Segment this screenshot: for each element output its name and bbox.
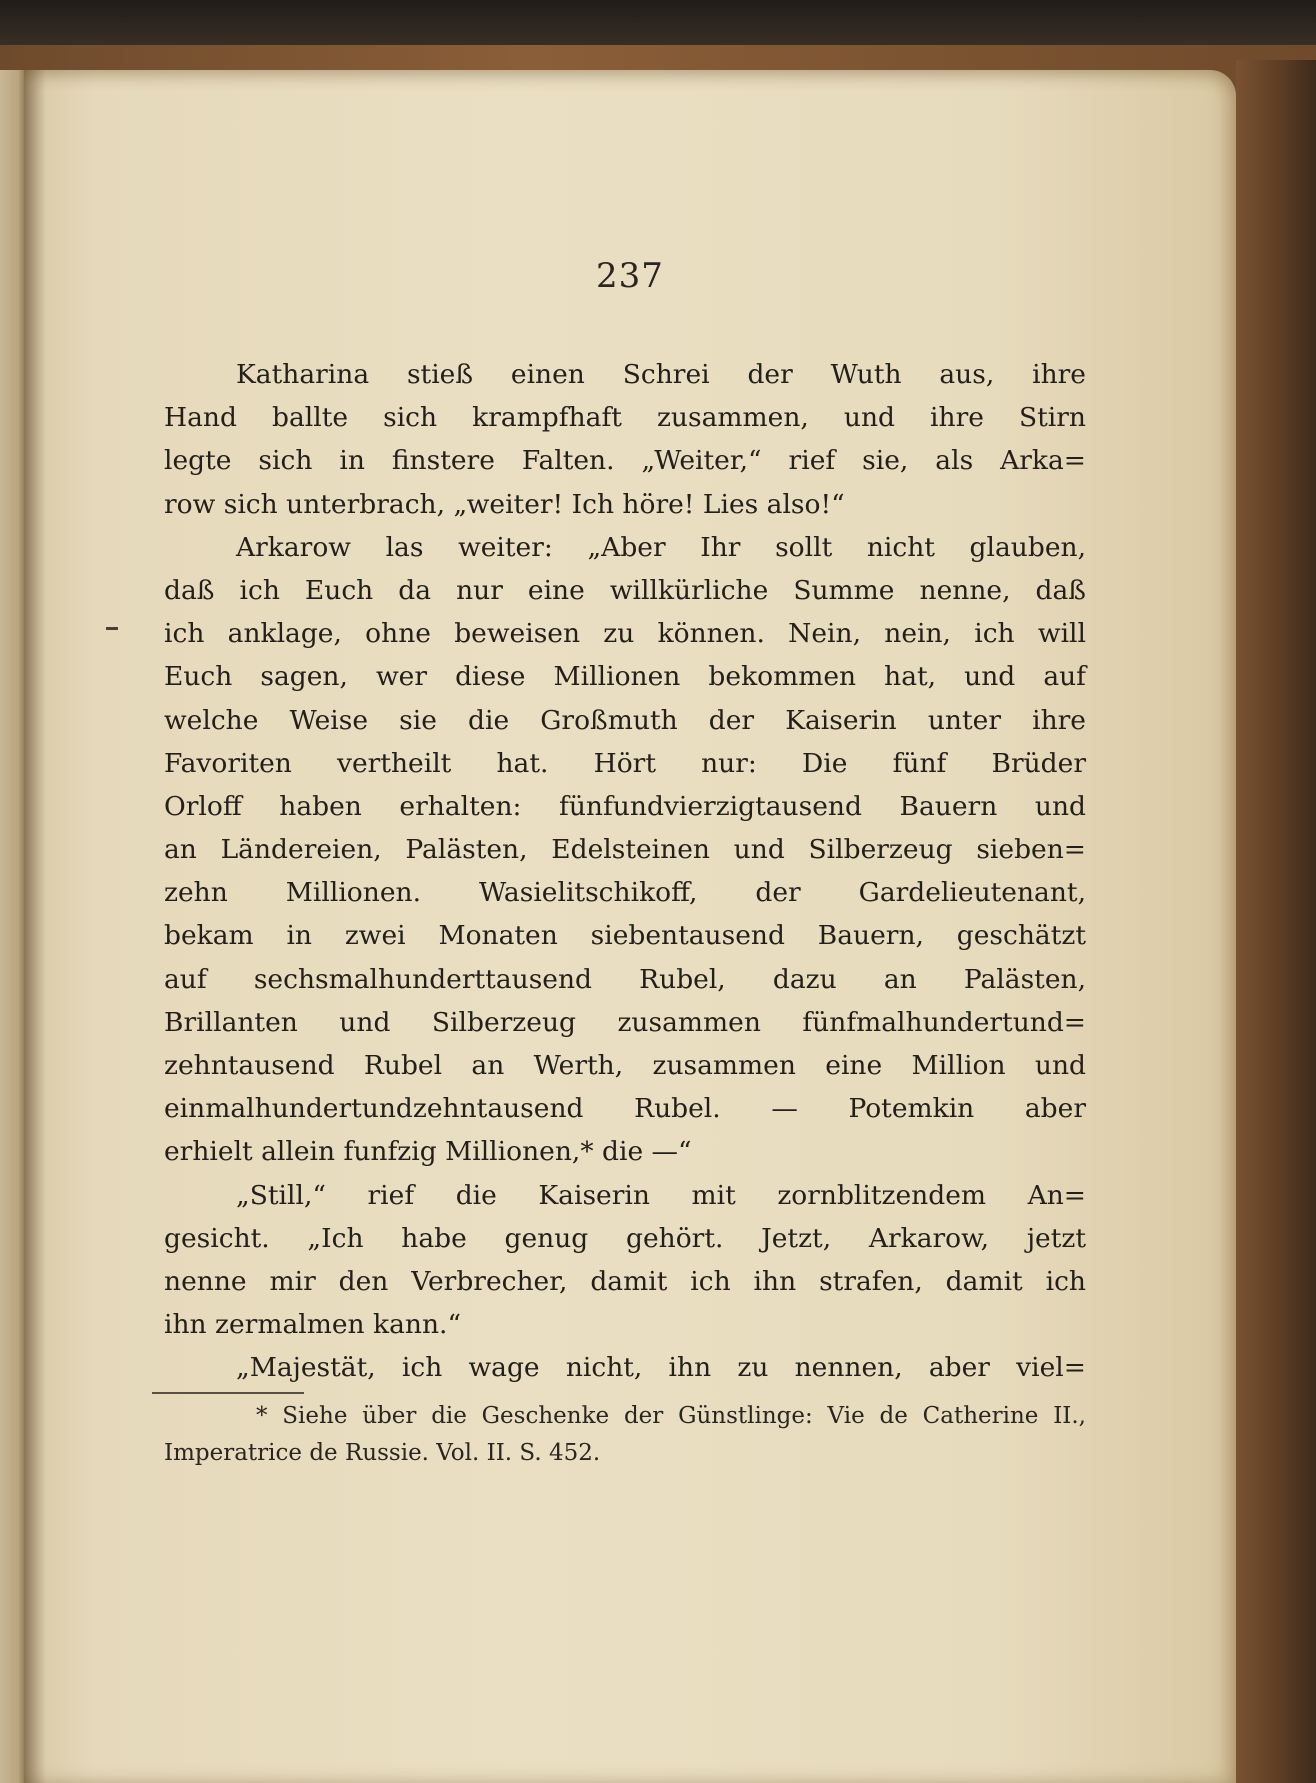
text-line: Hand ballte sich krampfhaft zusammen, und ihre Stirn xyxy=(164,402,1086,434)
text-line: „Still,“ rief die Kaiserin mit zornblitzendem An= xyxy=(236,1179,1086,1211)
text-line: ich anklage, ohne beweisen zu können. Nein, nein, ich will xyxy=(164,618,1086,650)
page-number: 237 xyxy=(596,256,664,296)
text-line: Katharina stieß einen Schrei der Wuth aus, ihre xyxy=(236,359,1086,390)
text-line: „Majestät, ich wage nicht, ihn zu nennen, aber viel= xyxy=(236,1352,1086,1384)
text-line: Orloff haben erhalten: fünfundvierzigtausend Bauern und xyxy=(164,790,1086,822)
text-line: einmalhundertundzehntausend Rubel. — Potemkin aber xyxy=(164,1093,1086,1125)
footnote-divider xyxy=(152,1392,304,1394)
footnote-line: Imperatrice de Russie. Vol. II. S. 452. xyxy=(164,1440,601,1466)
text-line: erhielt allein funfzig Millionen,* die —“ xyxy=(164,1136,692,1168)
footnote xyxy=(164,1398,1086,1472)
book-page xyxy=(24,70,1236,1783)
text-line: gesicht. „Ich habe genug gehört. Jetzt, Arkarow, jetzt xyxy=(164,1222,1086,1254)
text-line: zehn Millionen. Wasielitschikoff, der Gardelieutenant, xyxy=(164,877,1086,909)
margin-mark xyxy=(106,627,118,630)
page-gutter-shadow xyxy=(24,70,46,1783)
body-text xyxy=(164,353,1086,1390)
text-line: daß ich Euch da nur eine willkürliche Summe nenne, daß xyxy=(164,574,1086,606)
text-line: legte sich in finstere Falten. „Weiter,“ rief sie, als Arka= xyxy=(164,445,1086,477)
text-line: Arkarow las weiter: „Aber Ihr sollt nicht glauben, xyxy=(236,531,1086,563)
text-line: an Ländereien, Palästen, Edelsteinen und Silberzeug sieben= xyxy=(164,834,1086,866)
background-strip xyxy=(0,0,1316,48)
text-line: auf sechsmalhunderttausend Rubel, dazu an Palästen, xyxy=(164,963,1086,995)
cover-edge xyxy=(1236,60,1316,1783)
text-line: Favoriten vertheilt hat. Hört nur: Die fünf Brüder xyxy=(164,747,1086,779)
text-line: ihn zermalmen kann.“ xyxy=(164,1309,462,1341)
text-line: welche Weise sie die Großmuth der Kaiserin unter ihre xyxy=(164,704,1086,736)
text-line: nenne mir den Verbrecher, damit ich ihn strafen, damit ich xyxy=(164,1265,1086,1297)
left-page-edge xyxy=(0,70,26,1783)
text-line: zehntausend Rubel an Werth, zusammen eine Million und xyxy=(164,1050,1086,1081)
text-line: bekam in zwei Monaten siebentausend Bauern, geschätzt xyxy=(164,920,1086,952)
text-line: row sich unterbrach, „weiter! Ich höre! Lies also!“ xyxy=(164,488,845,520)
text-line: Brillanten und Silberzeug zusammen fünfmalhundertund= xyxy=(164,1006,1086,1038)
text-line: Euch sagen, wer diese Millionen bekommen hat, und auf xyxy=(164,661,1086,693)
footnote-line: * Siehe über die Geschenke der Günstlinge: Vie de Catherine II., xyxy=(256,1403,1086,1429)
